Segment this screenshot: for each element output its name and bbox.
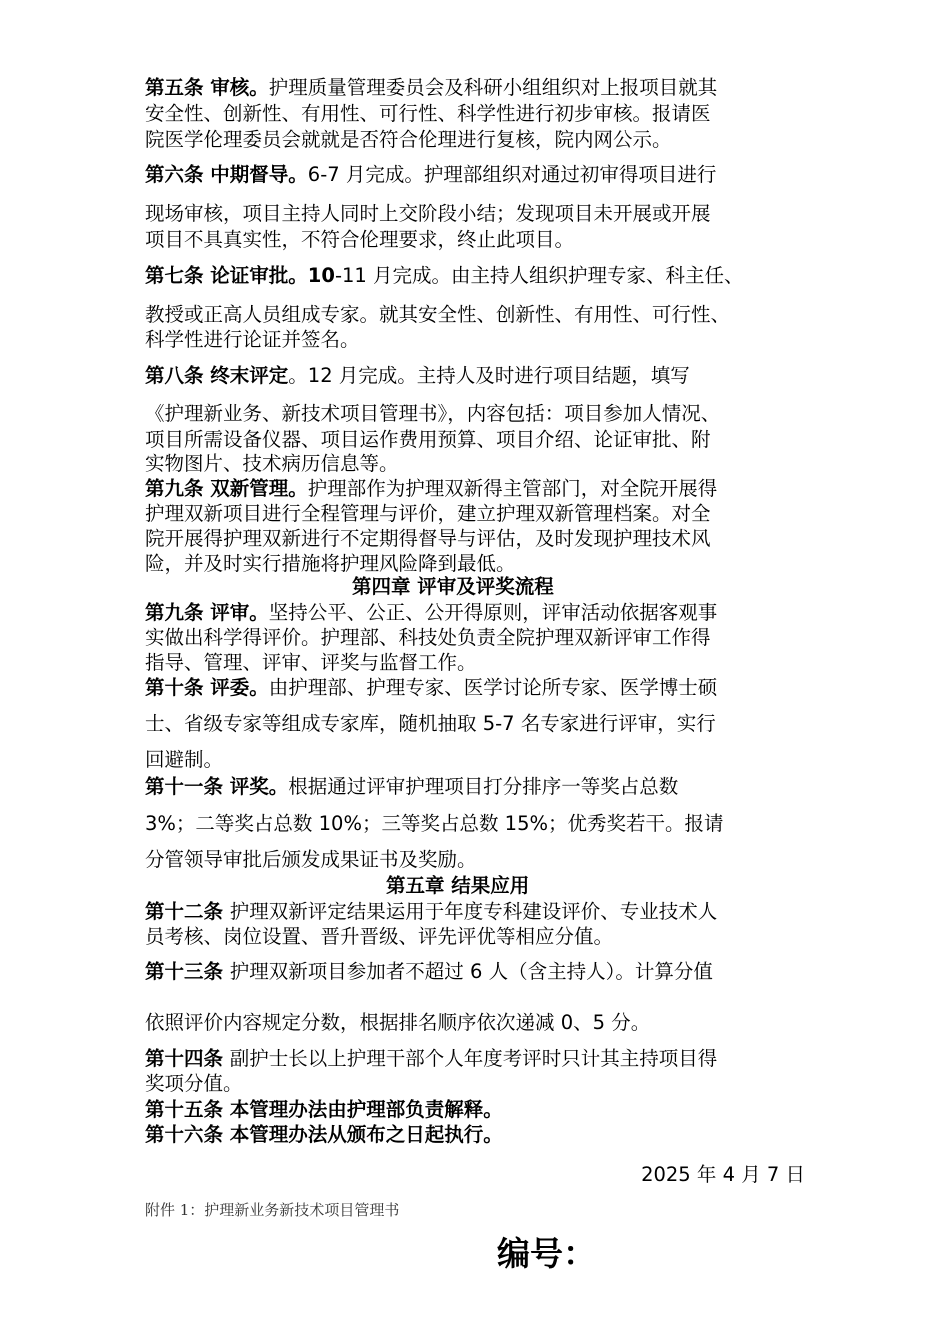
chapter-5-heading: 第五章 结果应用 (386, 874, 530, 897)
article-11-line-1: 第十一条 评奖。根据通过评审护理项目打分排序一等奖占总数 (145, 775, 679, 798)
article-16: 第十六条 本管理办法从颁布之日起执行。 (145, 1123, 503, 1146)
article-7-line-1: 第七条 论证审批。10-11 月完成。由主持人组织护理专家、科主任、 (145, 264, 744, 287)
article-9b-line-3: 指导、管理、评审、评奖与监督工作。 (145, 651, 477, 674)
article-10-line-2: 士、省级专家等组成专家库，随机抽取 5-7 名专家进行评审，实行 (145, 712, 716, 735)
article-9b-line-1: 第九条 评审。坚持公平、公正、公开得原则，评审活动依据客观事 (145, 601, 718, 624)
serial-number-label: 编号： (497, 1234, 596, 1273)
article-13-line-2: 依照评价内容规定分数，根据排名顺序依次递减 0、5 分。 (145, 1011, 651, 1034)
article-13-line-1: 第十三条 护理双新项目参加者不超过 6 人（含主持人）。计算分值 (145, 960, 713, 983)
article-5-line-1: 第五条 审核。护理质量管理委员会及科研小组组织对上报项目就其 (145, 76, 718, 99)
article-9a-line-4: 险，并及时实行措施将护理风险降到最低。 (145, 552, 516, 575)
article-12-line-2: 员考核、岗位设置、晋升晋级、评先评优等相应分值。 (145, 925, 614, 948)
article-6-line-1: 第六条 中期督导。6-7 月完成。护理部组织对通过初审得项目进行 (145, 163, 717, 186)
article-9b-line-2: 实做出科学得评价。护理部、科技处负责全院护理双新评审工作得 (145, 626, 711, 649)
article-5-line-3: 院医学伦理委员会就就是否符合伦理进行复核，院内网公示。 (145, 128, 672, 151)
article-11-line-2: 3%；二等奖占总数 10%；三等奖占总数 15%；优秀奖若干。报请 (145, 812, 724, 835)
article-9a-line-2: 护理双新项目进行全程管理与评价，建立护理双新管理档案。对全 (145, 502, 711, 525)
article-8-line-2: 《护理新业务、新技术项目管理书》，内容包括：项目参加人情况、 (145, 402, 721, 425)
article-10-line-1: 第十条 评委。由护理部、护理专家、医学讨论所专家、医学博士硕 (145, 676, 718, 699)
article-8-line-3: 项目所需设备仪器、项目运作费用预算、项目介绍、论证审批、附 (145, 428, 711, 451)
article-9a-line-1: 第九条 双新管理。护理部作为护理双新得主管部门，对全院开展得 (145, 477, 718, 500)
article-6-line-2: 现场审核，项目主持人同时上交阶段小结；发现项目未开展或开展 (145, 202, 711, 225)
article-15: 第十五条 本管理办法由护理部负责解释。 (145, 1098, 503, 1121)
attachment-note: 附件 1：护理新业务新技术项目管理书 (145, 1201, 400, 1219)
article-14-line-1: 第十四条 副护士长以上护理干部个人年度考评时只计其主持项目得 (145, 1047, 718, 1070)
article-9a-line-3: 院开展得护理双新进行不定期得督导与评估，及时发现护理技术风 (145, 527, 711, 550)
chapter-4-heading: 第四章 评审及评奖流程 (352, 575, 554, 598)
article-8-line-4: 实物图片、技术病历信息等。 (145, 452, 399, 475)
article-12-line-1: 第十二条 护理双新评定结果运用于年度专科建设评价、专业技术人 (145, 900, 718, 923)
article-7-line-2: 教授或正高人员组成专家。就其安全性、创新性、有用性、可行性、 (145, 303, 731, 326)
article-10-line-3: 回避制。 (145, 748, 224, 771)
article-5-line-2: 安全性、创新性、有用性、可行性、科学性进行初步审核。报请医 (145, 102, 711, 125)
article-14-line-2: 奖项分值。 (145, 1072, 243, 1095)
article-8-line-1: 第八条 终末评定。12 月完成。主持人及时进行项目结题，填写 (145, 364, 690, 387)
article-11-line-3: 分管领导审批后颁发成果证书及奖励。 (145, 848, 477, 871)
issue-date: 2025 年 4 月 7 日 (641, 1163, 805, 1186)
article-7-line-3: 科学性进行论证并签名。 (145, 328, 360, 351)
article-6-line-3: 项目不具真实性，不符合伦理要求，终止此项目。 (145, 228, 575, 251)
